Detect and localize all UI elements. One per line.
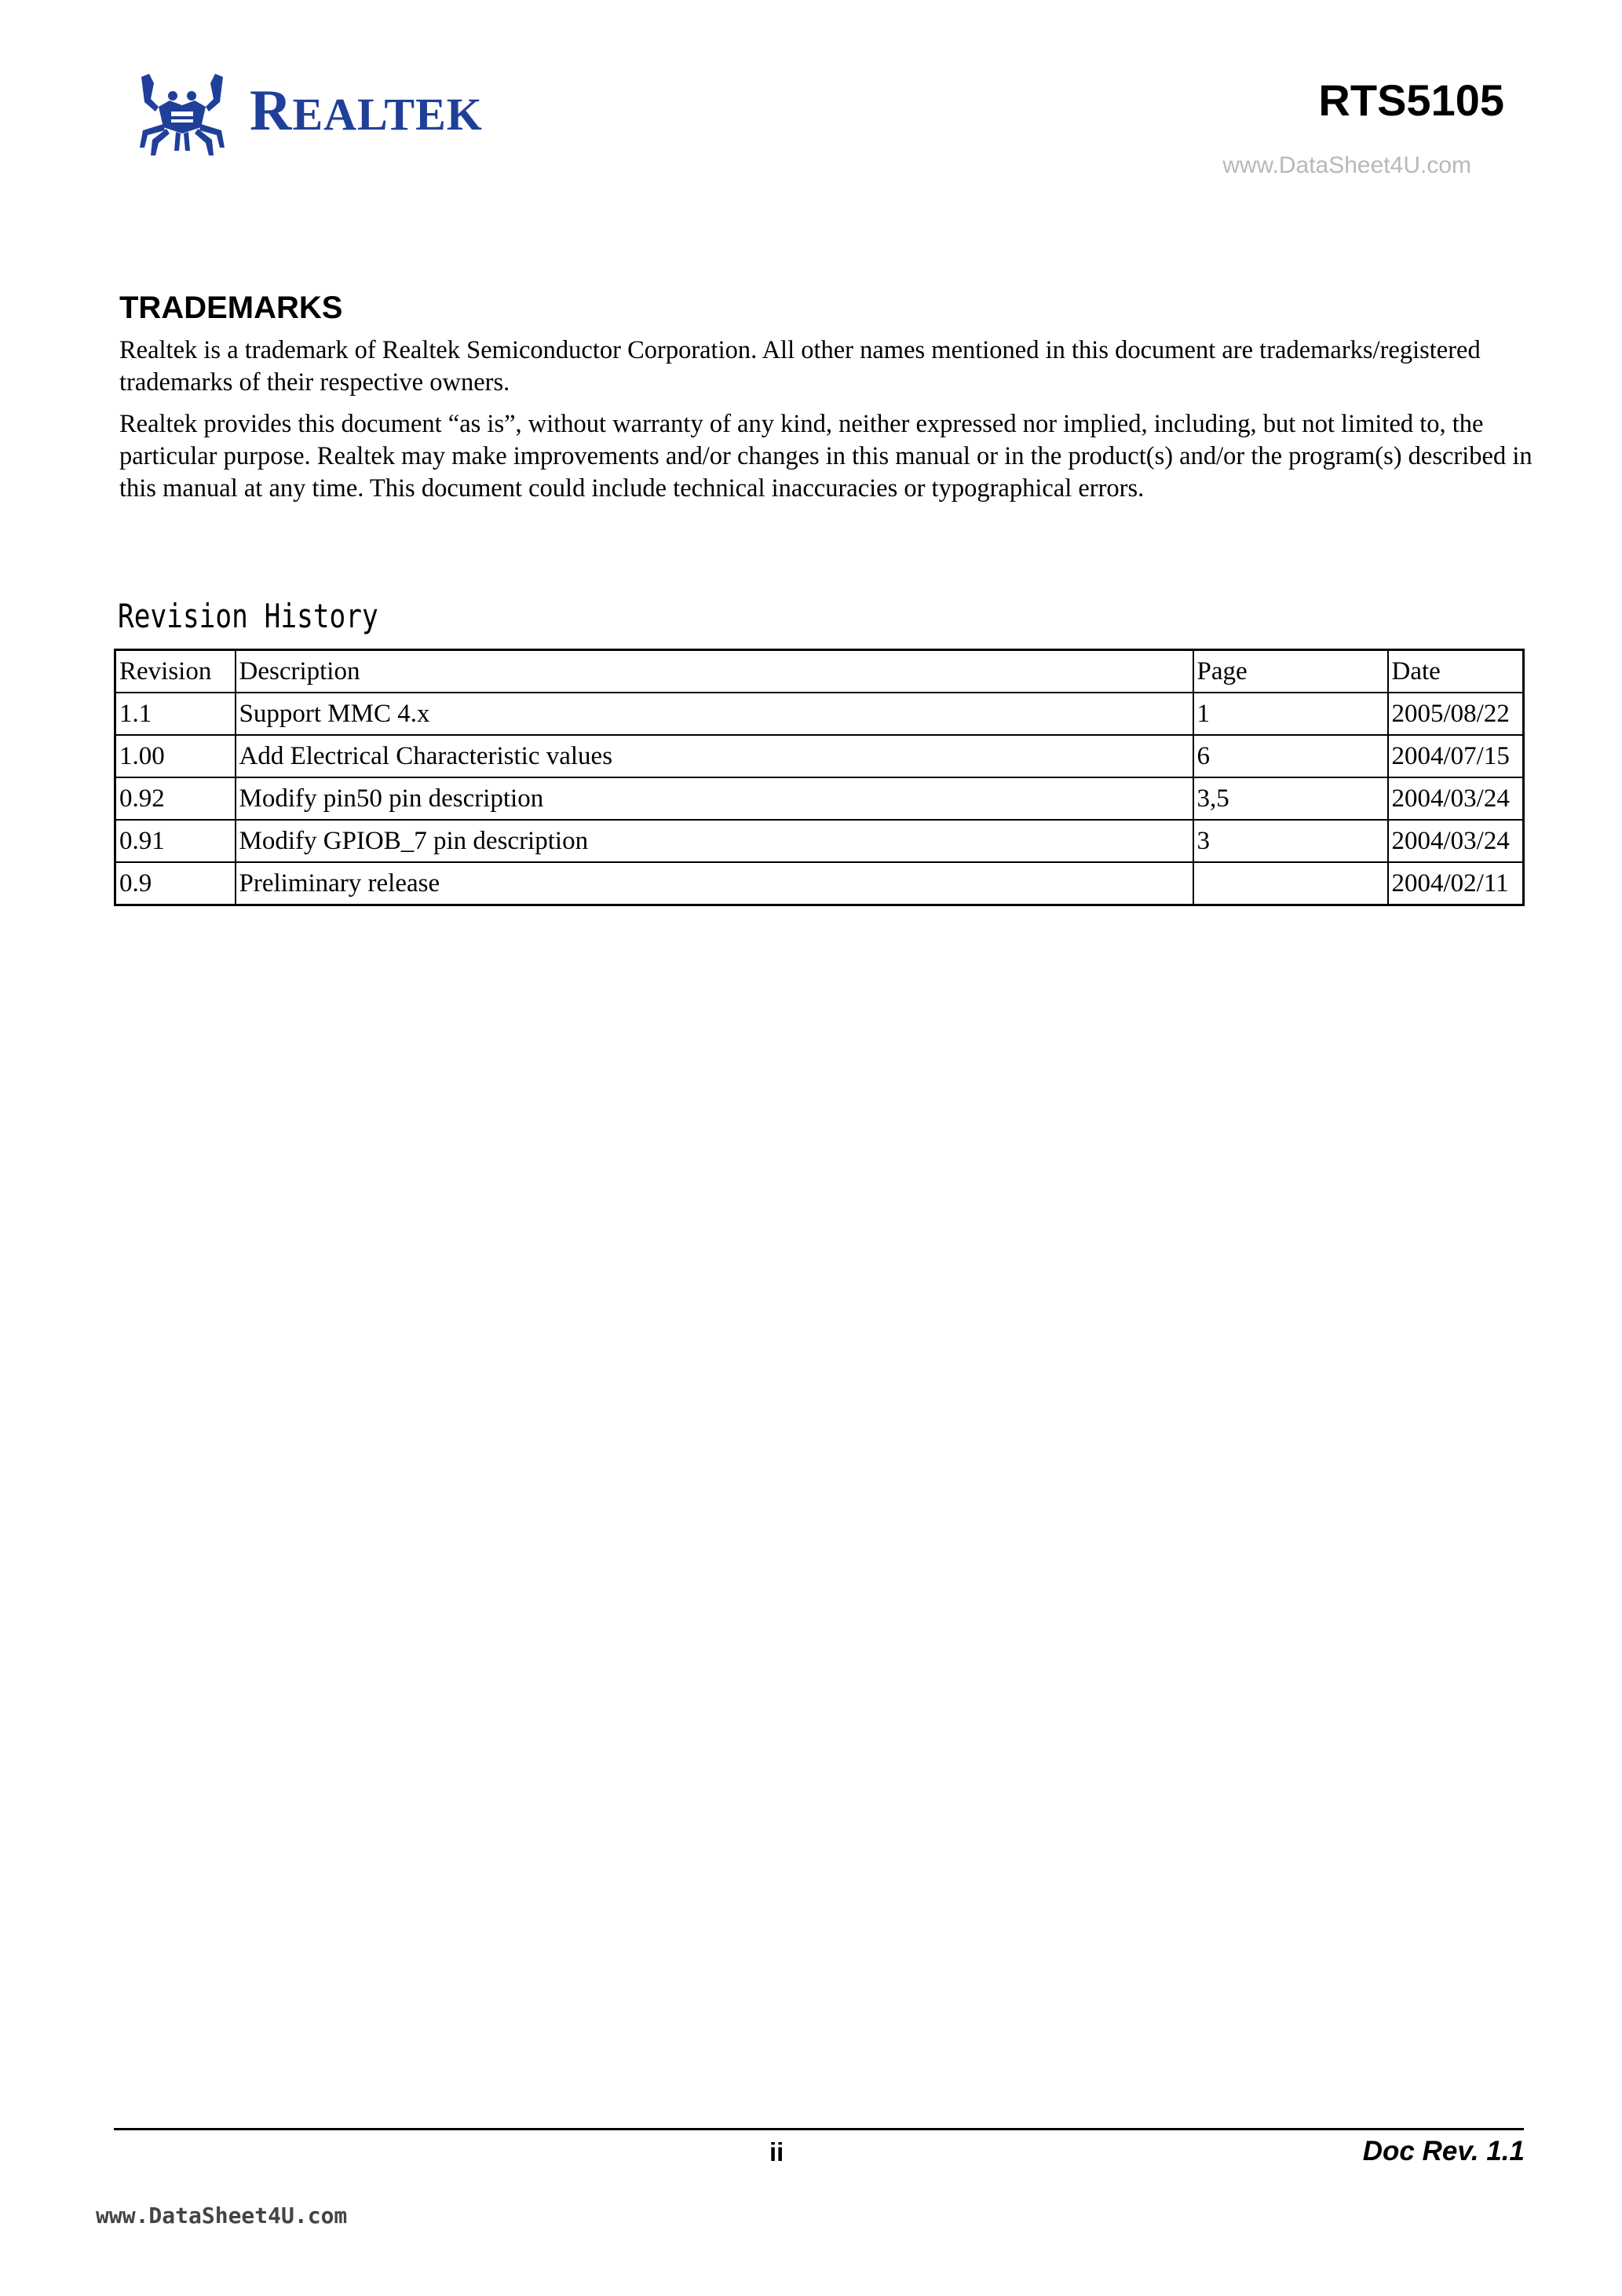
- table-row: [115, 735, 1524, 777]
- footer-doc-revision: Doc Rev. 1.1: [1362, 2136, 1525, 2166]
- table-row: [115, 777, 1524, 820]
- trademarks-heading: TRADEMARKS: [119, 291, 343, 325]
- cell-page: [1193, 862, 1388, 905]
- column-header-description: Description: [236, 650, 1193, 693]
- table-header-row: [115, 650, 1524, 693]
- cell-revision: 1.00: [115, 735, 236, 777]
- realtek-logo: [135, 72, 504, 159]
- column-header-page: Page: [1193, 650, 1388, 693]
- cell-description: Modify pin50 pin description: [236, 777, 1193, 820]
- logo-text: REALTEK: [250, 79, 483, 143]
- cell-description: Modify GPIOB_7 pin description: [236, 820, 1193, 862]
- cell-revision: 0.9: [115, 862, 236, 905]
- cell-page: 3,5: [1193, 777, 1388, 820]
- revision-history-table: [114, 649, 1525, 906]
- table-row: [115, 693, 1524, 735]
- cell-description: Preliminary release: [236, 862, 1193, 905]
- revision-history-heading: Revision History: [118, 597, 378, 635]
- column-header-revision: Revision: [115, 650, 236, 693]
- cell-description: Support MMC 4.x: [236, 693, 1193, 735]
- cell-date: 2005/08/22: [1388, 693, 1524, 735]
- table-row: [115, 862, 1524, 905]
- cell-page: 6: [1193, 735, 1388, 777]
- cell-date: 2004/03/24: [1388, 777, 1524, 820]
- trademarks-paragraph-1: Realtek is a trademark of Realtek Semiconductor Corporation. All other names mentioned in this document are trademarks/registered trademarks of their respective owners.: [119, 336, 1481, 397]
- part-number: RTS5105: [1318, 75, 1504, 125]
- cell-page: 1: [1193, 693, 1388, 735]
- footer-watermark-link[interactable]: www.DataSheet4U.com: [96, 2203, 348, 2228]
- footer-page-number: ii: [769, 2137, 784, 2166]
- table-row: [115, 820, 1524, 862]
- realtek-crab-icon: [135, 72, 229, 159]
- header-watermark-link[interactable]: www.DataSheet4U.com: [1222, 152, 1471, 178]
- footer-divider: [114, 2128, 1524, 2130]
- cell-date: 2004/07/15: [1388, 735, 1524, 777]
- cell-description: Add Electrical Characteristic values: [236, 735, 1193, 777]
- cell-revision: 1.1: [115, 693, 236, 735]
- trademarks-paragraph-2: Realtek provides this document “as is”, without warranty of any kind, neither expressed nor implied, including, but not limited to, the particular purpose. Realtek may make improvements and/or changes in this manual or in the product(s) and/or the program(s) described in this manual at any time. This document could include technical inaccuracies or typographical errors.: [119, 410, 1532, 503]
- cell-page: 3: [1193, 820, 1388, 862]
- cell-date: 2004/02/11: [1388, 862, 1524, 905]
- column-header-date: Date: [1388, 650, 1524, 693]
- cell-date: 2004/03/24: [1388, 820, 1524, 862]
- cell-revision: 0.92: [115, 777, 236, 820]
- cell-revision: 0.91: [115, 820, 236, 862]
